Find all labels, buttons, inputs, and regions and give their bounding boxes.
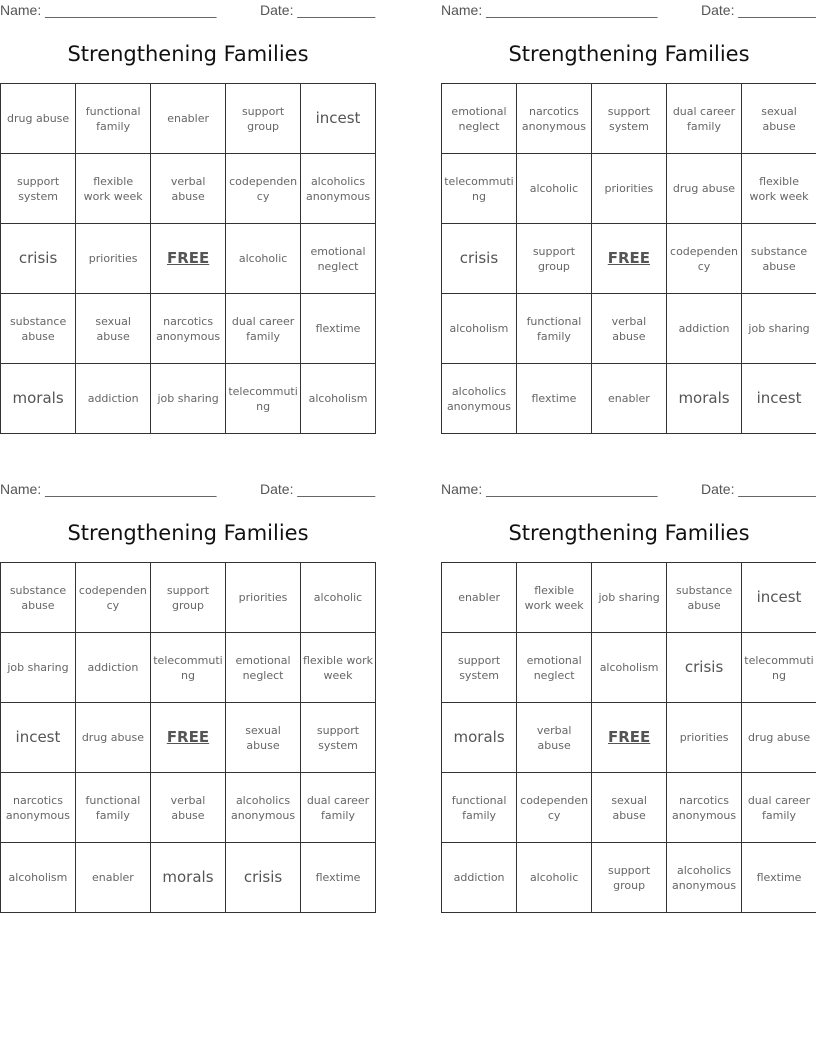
- bingo-cell: codependency: [75, 563, 150, 633]
- name-date-row: [0, 481, 376, 499]
- bingo-cell: sexual abuse: [592, 773, 667, 843]
- bingo-cell: sexual abuse: [76, 294, 151, 364]
- name-date-row: [441, 2, 816, 20]
- bingo-cell: priorities: [76, 224, 151, 294]
- bingo-cell: alcoholics anonymous: [442, 364, 517, 434]
- bingo-cell: support system: [591, 84, 666, 154]
- bingo-cell: flexible work week: [301, 633, 376, 703]
- free-space: FREE: [592, 703, 667, 773]
- bingo-grid: [0, 83, 376, 434]
- grid-row: [1, 224, 376, 294]
- bingo-cell: crisis: [1, 224, 76, 294]
- bingo-grid: [441, 83, 816, 434]
- bingo-cell: morals: [1, 364, 76, 434]
- bingo-cell: verbal abuse: [150, 773, 225, 843]
- card-title: Strengthening Families: [508, 42, 750, 66]
- bingo-cell: morals: [666, 364, 741, 434]
- bingo-cell: alcoholic: [516, 154, 591, 224]
- bingo-cell: alcoholic: [517, 843, 592, 913]
- bingo-cell: flexible work week: [742, 154, 816, 224]
- bingo-cell: crisis: [667, 633, 742, 703]
- bingo-cell: morals: [150, 843, 225, 913]
- card-title: Strengthening Families: [67, 42, 309, 66]
- bingo-cell: alcoholism: [1, 843, 76, 913]
- bingo-cell: verbal abuse: [151, 154, 226, 224]
- bingo-cell: alcoholic: [226, 224, 301, 294]
- bingo-cell: alcoholism: [592, 633, 667, 703]
- bingo-cell: narcotics anonymous: [516, 84, 591, 154]
- bingo-cell: support system: [442, 633, 517, 703]
- grid-row: [442, 294, 816, 364]
- free-space: FREE: [150, 703, 225, 773]
- grid-row: [442, 563, 816, 633]
- grid-row: [1, 703, 376, 773]
- bingo-cell: functional family: [76, 84, 151, 154]
- date-field-label: Date: __________: [701, 2, 816, 18]
- bingo-cell: telecommuting: [742, 633, 816, 703]
- bingo-cell: dual career family: [666, 84, 741, 154]
- bingo-cell: functional family: [516, 294, 591, 364]
- bingo-cell: codependency: [226, 154, 301, 224]
- card-title: Strengthening Families: [67, 521, 309, 545]
- bingo-grid: [441, 562, 816, 913]
- bingo-cell: alcoholics anonymous: [226, 773, 301, 843]
- bingo-cell: flexible work week: [76, 154, 151, 224]
- grid-row: [442, 773, 816, 843]
- grid-row: [442, 154, 816, 224]
- name-field-label: Name: ______________________: [0, 2, 217, 18]
- bingo-cell: flextime: [301, 843, 376, 913]
- bingo-cell: support system: [1, 154, 76, 224]
- bingo-cell: flextime: [516, 364, 591, 434]
- bingo-cell: telecommuting: [150, 633, 225, 703]
- bingo-cell: support group: [592, 843, 667, 913]
- bingo-grid: [0, 562, 376, 913]
- bingo-cell: support system: [301, 703, 376, 773]
- bingo-cell: enabler: [442, 563, 517, 633]
- bingo-cell: functional family: [75, 773, 150, 843]
- bingo-cell: morals: [442, 703, 517, 773]
- grid-row: [1, 84, 376, 154]
- grid-row: [442, 633, 816, 703]
- bingo-cell: narcotics anonymous: [667, 773, 742, 843]
- grid-row: [1, 563, 376, 633]
- bingo-cell: drug abuse: [666, 154, 741, 224]
- bingo-cell: dual career family: [742, 773, 816, 843]
- bingo-cell: enabler: [151, 84, 226, 154]
- card-title: Strengthening Families: [508, 521, 750, 545]
- bingo-cell: dual career family: [226, 294, 301, 364]
- bingo-cell: drug abuse: [75, 703, 150, 773]
- grid-row: [442, 843, 816, 913]
- bingo-cell: enabler: [75, 843, 150, 913]
- bingo-cell: support group: [150, 563, 225, 633]
- grid-row: [1, 364, 376, 434]
- bingo-cell: job sharing: [151, 364, 226, 434]
- name-date-row: [441, 481, 816, 499]
- bingo-cell: verbal abuse: [591, 294, 666, 364]
- grid-row: [1, 773, 376, 843]
- bingo-cell: verbal abuse: [517, 703, 592, 773]
- grid-row: [1, 843, 376, 913]
- bingo-cell: functional family: [442, 773, 517, 843]
- bingo-cell: alcoholics anonymous: [667, 843, 742, 913]
- bingo-cell: addiction: [75, 633, 150, 703]
- bingo-cell: addiction: [666, 294, 741, 364]
- bingo-cell: incest: [1, 703, 76, 773]
- bingo-cell: addiction: [442, 843, 517, 913]
- bingo-cell: priorities: [591, 154, 666, 224]
- bingo-cell: narcotics anonymous: [151, 294, 226, 364]
- bingo-cell: emotional neglect: [442, 84, 517, 154]
- bingo-cell: emotional neglect: [517, 633, 592, 703]
- bingo-cell: flexible work week: [517, 563, 592, 633]
- bingo-cell: substance abuse: [667, 563, 742, 633]
- date-field-label: Date: __________: [260, 2, 376, 18]
- grid-row: [1, 633, 376, 703]
- bingo-cell: incest: [742, 364, 816, 434]
- date-field-label: Date: __________: [260, 481, 376, 497]
- bingo-cell: substance abuse: [1, 294, 76, 364]
- bingo-cell: job sharing: [592, 563, 667, 633]
- grid-row: [1, 294, 376, 364]
- bingo-cell: substance abuse: [742, 224, 816, 294]
- bingo-cell: emotional neglect: [226, 633, 301, 703]
- bingo-cell: sexual abuse: [226, 703, 301, 773]
- bingo-cell: priorities: [667, 703, 742, 773]
- bingo-cell: telecommuting: [226, 364, 301, 434]
- grid-row: [442, 224, 816, 294]
- bingo-cell: alcoholism: [301, 364, 376, 434]
- bingo-cell: codependency: [666, 224, 741, 294]
- name-field-label: Name: ______________________: [0, 481, 217, 497]
- free-space: FREE: [151, 224, 226, 294]
- bingo-cell: incest: [742, 563, 816, 633]
- bingo-cell: drug abuse: [1, 84, 76, 154]
- bingo-cell: flextime: [301, 294, 376, 364]
- bingo-cell: crisis: [442, 224, 517, 294]
- bingo-cell: alcoholic: [301, 563, 376, 633]
- bingo-cell: support group: [516, 224, 591, 294]
- bingo-cell: enabler: [591, 364, 666, 434]
- bingo-cell: alcoholism: [442, 294, 517, 364]
- bingo-cell: narcotics anonymous: [1, 773, 76, 843]
- grid-row: [1, 154, 376, 224]
- bingo-cell: job sharing: [742, 294, 816, 364]
- bingo-cell: addiction: [76, 364, 151, 434]
- grid-row: [442, 84, 816, 154]
- bingo-cell: sexual abuse: [742, 84, 816, 154]
- free-space: FREE: [591, 224, 666, 294]
- grid-row: [442, 703, 816, 773]
- bingo-cell: incest: [301, 84, 376, 154]
- bingo-cell: crisis: [226, 843, 301, 913]
- bingo-cell: alcoholics anonymous: [301, 154, 376, 224]
- bingo-cell: flextime: [742, 843, 816, 913]
- bingo-cell: support group: [226, 84, 301, 154]
- bingo-cell: job sharing: [1, 633, 76, 703]
- bingo-cell: emotional neglect: [301, 224, 376, 294]
- date-field-label: Date: __________: [701, 481, 816, 497]
- name-field-label: Name: ______________________: [441, 481, 658, 497]
- grid-row: [442, 364, 816, 434]
- name-field-label: Name: ______________________: [441, 2, 658, 18]
- bingo-cell: dual career family: [301, 773, 376, 843]
- bingo-cell: priorities: [226, 563, 301, 633]
- bingo-cell: telecommuting: [442, 154, 517, 224]
- bingo-cell: substance abuse: [1, 563, 76, 633]
- bingo-cell: drug abuse: [742, 703, 816, 773]
- name-date-row: [0, 2, 376, 20]
- bingo-cell: codependency: [517, 773, 592, 843]
